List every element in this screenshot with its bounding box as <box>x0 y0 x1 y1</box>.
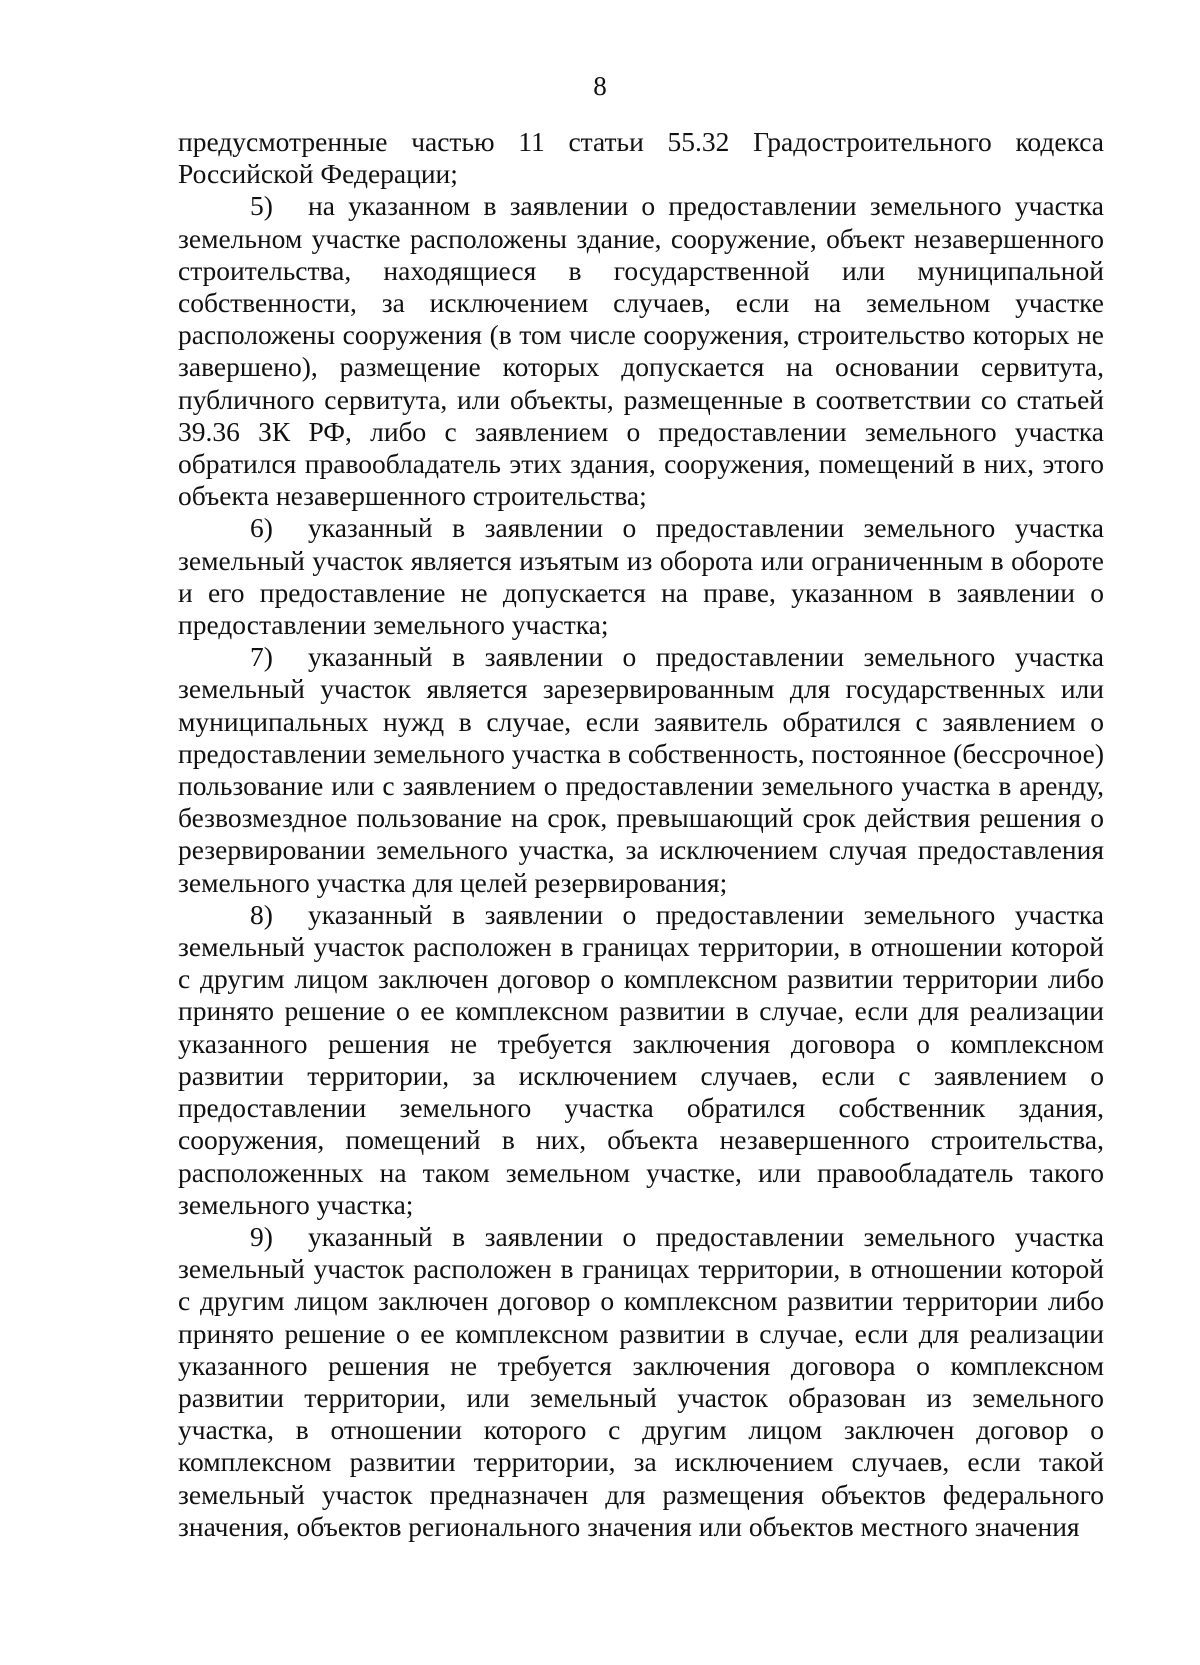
list-item-6 <box>178 512 1104 641</box>
paragraph-text: указанный в заявлении о предоставлении земельного участка земельный участок расположен в границах территории, в отношении которой с другим лицом заключен договор о комплексном развитии территории либо принято решение о ее комплексном развитии в случае, если для реализации указанного решения не требуется заключения договора о комплексном развитии территории, или земельный участок образован из земельного участка, в отношении которого с другим лицом заключен договор о комплексном развитии территории, за исключением случаев, если такой земельный участок предназначен для размещения объектов федерального значения, объектов регионального значения или объектов местного значения <box>178 1220 1104 1542</box>
list-item-number: 9) <box>250 1220 273 1252</box>
list-item-number: 5) <box>250 190 273 222</box>
paragraph-text: предусмотренные частью 11 статьи 55.32 Градостроительного кодекса Российской Федерации; <box>178 126 1104 190</box>
list-item-9 <box>178 1221 1104 1543</box>
list-item-5 <box>178 190 1104 512</box>
list-item-8 <box>178 899 1104 1221</box>
paragraph-text: указанный в заявлении о предоставлении земельного участка земельный участок является изъятым из оборота или ограниченным в обороте и его предоставление не допускается на праве, указанном в заявлении о предоставлении земельного участка; <box>178 512 1104 641</box>
paragraph-continuation <box>178 126 1104 190</box>
page-number: 8 <box>593 71 607 101</box>
list-item-number: 6) <box>250 512 273 544</box>
list-item-number: 8) <box>250 898 273 930</box>
list-item-number: 7) <box>250 641 273 673</box>
list-item-7 <box>178 641 1104 899</box>
document-body <box>178 126 1104 1543</box>
paragraph-text: указанный в заявлении о предоставлении земельного участка земельный участок расположен в границах территории, в отношении которой с другим лицом заключен договор о комплексном развитии территории либо принято решение о ее комплексном развитии в случае, если для реализации указанного решения не требуется заключения договора о комплексном развитии территории, за исключением случаев, если с заявлением о предоставлении земельного участка обратился собственник здания, сооружения, помещений в них, объекта незавершенного строительства, расположенных на таком земельном участке, или правообладатель такого земельного участка; <box>178 898 1104 1220</box>
paragraph-text: на указанном в заявлении о предоставлении земельного участка земельном участке расположены здание, сооружение, объект незавершенного строительства, находящиеся в государственной или муниципальной собственности, за исключением случаев, если на земельном участке расположены сооружения (в том числе сооружения, строительство которых не завершено), размещение которых допускается на основании сервитута, публичного сервитута, или объекты, размещенные в соответствии со статьей 39.36 ЗК РФ, либо с заявлением о предоставлении земельного участка обратился правообладатель этих здания, сооружения, помещений в них, этого объекта незавершенного строительства; <box>178 190 1104 512</box>
paragraph-text: указанный в заявлении о предоставлении земельного участка земельный участок является зарезервированным для государственных или муниципальных нужд в случае, если заявитель обратился с заявлением о предоставлении земельного участка в собственность, постоянное (бессрочное) пользование или с заявлением о предоставлении земельного участка в аренду, безвозмездное пользование на срок, превышающий срок действия решения о резервировании земельного участка, за исключением случая предоставления земельного участка для целей резервирования; <box>178 641 1104 898</box>
